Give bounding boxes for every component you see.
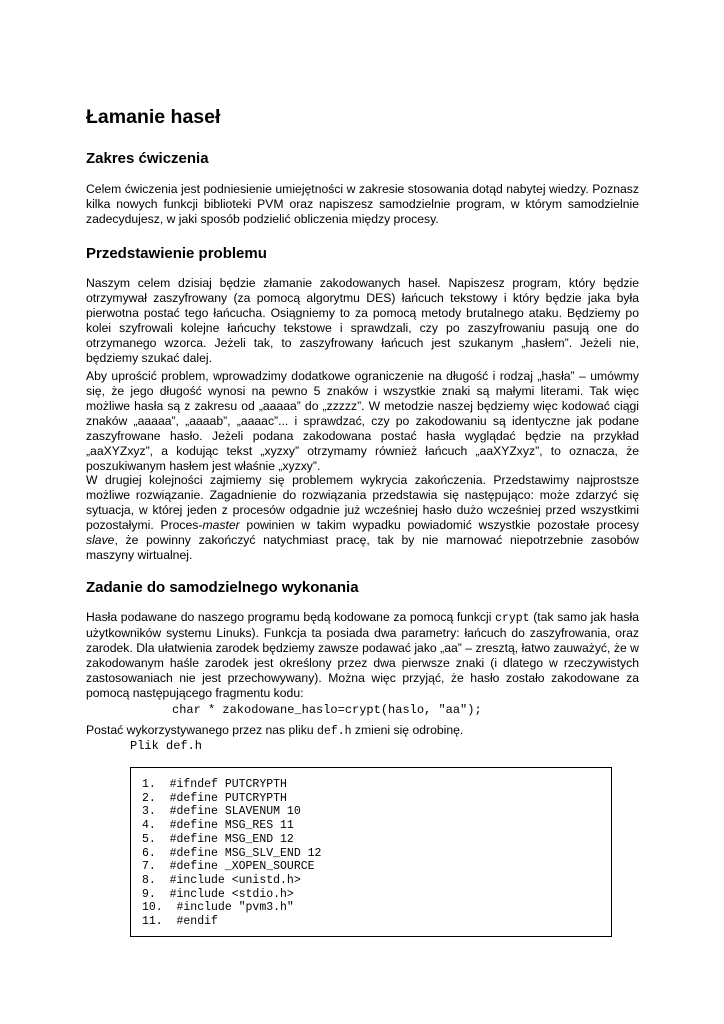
task2-text-b: zmieni się odrobinę. [351, 723, 464, 737]
inline-code-crypt: crypt [495, 612, 530, 625]
code-line: 2. #define PUTCRYPTH [142, 791, 287, 805]
code-line: 10. #include "pvm3.h" [142, 901, 294, 915]
p3-text-c: , że powinny zakończyć natychmiast pracę, tak by nie marnować niepotrzebnie zasobów maszyny wirtualnej. [86, 533, 639, 562]
paragraph-task-2 [86, 723, 463, 738]
section-heading-task: Zadanie do samodzielnego wykonania [86, 579, 359, 596]
document-title: Łamanie haseł [86, 106, 221, 128]
section-heading-scope: Zakres ćwiczenia [86, 150, 209, 167]
code-line: 5. #define MSG_END 12 [142, 832, 294, 846]
term-slave: slave [86, 533, 115, 547]
paragraph-problem-3 [86, 473, 639, 563]
code-snippet-crypt: char * zakodowane_haslo=crypt(haslo, "aa"); [172, 703, 482, 717]
code-line: 4. #define MSG_RES 11 [142, 819, 294, 833]
section-heading-problem: Przedstawienie problemu [86, 245, 267, 262]
term-master: master [202, 518, 240, 532]
paragraph-problem-2: Aby uprościć problem, wprowadzimy dodatkowe ograniczenie na długość i rodzaj „hasła” – umówmy się, że jego długość wynosi na pewno 5 znaków i wszystkie znaki są małymi literami. Tak więc możliwe hasła są z zakresu od „aaaaa” do „zzzzz”. W metodzie naszej będziemy więc kodować ciągi znaków „aaaaa”, „aaaab”, „aaaac”... i sprawdzać, czy po zakodowaniu są identyczne jak podane zaszyfrowane hasło. Jeżeli podana zakodowana postać hasła wyglądać będzie na przykład „aaXYZxyz”, a kodując tekst „xyzxy” otrzymamy również łańcuch „aaXYZxyz”, to oznacza, że poszukiwanym hasłem jest właśnie „xyzxy”. [86, 369, 639, 473]
paragraph-problem-1: Naszym celem dzisiaj będzie złamanie zakodowanych haseł. Napiszesz program, który będzie otrzymywał zaszyfrowany (za pomocą algorytmu DES) łańcuch tekstowy i który będzie jaka była pierwotna postać tego łańcucha. Osiągniemy to za pomocą metody brutalnego ataku. Będziemy po kolei szyfrowali kolejne łańcuchy tekstowe i sprawdzali, czy po zaszyfrowaniu pasują one do otrzymanego wzorca. Jeżeli tak, to zaszyfrowany łańcuch jest szukanym „hasłem”. Jeżeli nie, będziemy szukać dalej. [86, 276, 639, 365]
code-listing [131, 768, 611, 929]
code-listing-box [130, 767, 612, 937]
p3-text-a: W drugiej kolejności zajmiemy się problemem wykrycia zakończenia. Przedstawimy najprostsze możliwe rozwiązanie. Zagadnienie do rozwiązania przedstawia się następująco: może zdarzyć się sytuacja, w której jeden z procesów odgadnie już wcześniej hasło dużo wcześniej przed wszystkimi pozostałymi. Proces- [86, 473, 639, 532]
code-line: 9. #include <stdio.h> [142, 887, 294, 901]
code-line: 6. #define MSG_SLV_END 12 [142, 846, 322, 860]
task2-text-a: Postać wykorzystywanego przez nas pliku [86, 723, 317, 737]
code-line: 3. #define SLAVENUM 10 [142, 805, 301, 819]
paragraph-scope: Celem ćwiczenia jest podniesienie umiejętności w zakresie stosowania dotąd nabytej wiedzy. Poznasz kilka nowych funkcji biblioteki PVM oraz napiszesz samodzielnie program, w którym samodzielnie zadecydujesz, w jaki sposób podzielić obliczenia między procesy. [86, 182, 639, 226]
task-text-a: Hasła podawane do naszego programu będą kodowane za pomocą funkcji [86, 610, 496, 624]
code-line: 8. #include <unistd.h> [142, 873, 301, 887]
p3-text-b: powinien w takim wypadku powiadomić wszystkie pozostałe procesy [239, 518, 639, 532]
paragraph-task-1 [86, 610, 639, 701]
code-line: 11. #endif [142, 915, 218, 929]
file-label: Plik def.h [130, 739, 203, 753]
code-line: 7. #define _XOPEN_SOURCE [142, 860, 315, 874]
inline-code-def-h: def.h [317, 725, 352, 738]
code-line: 1. #ifndef PUTCRYPTH [142, 778, 287, 791]
task-text-b: (tak samo jak hasła użytkowników systemu Linuks). Funkcja ta posiada dwa parametry: łańcuch do zaszyfrowania, oraz zarodek. Dla ułatwienia zarodek będziemy zawsze podawać jako „aa” – zresztą, łatwo zauważyć, że w zakodowanym haśle zarodek jest określony przez dwa pierwsze znaki (i dlatego w rzeczywistych zastosowaniach nie jest przechowywany). Można więc przyjąć, że hasło zostało zakodowane za pomocą następującego fragmentu kodu: [86, 610, 639, 700]
